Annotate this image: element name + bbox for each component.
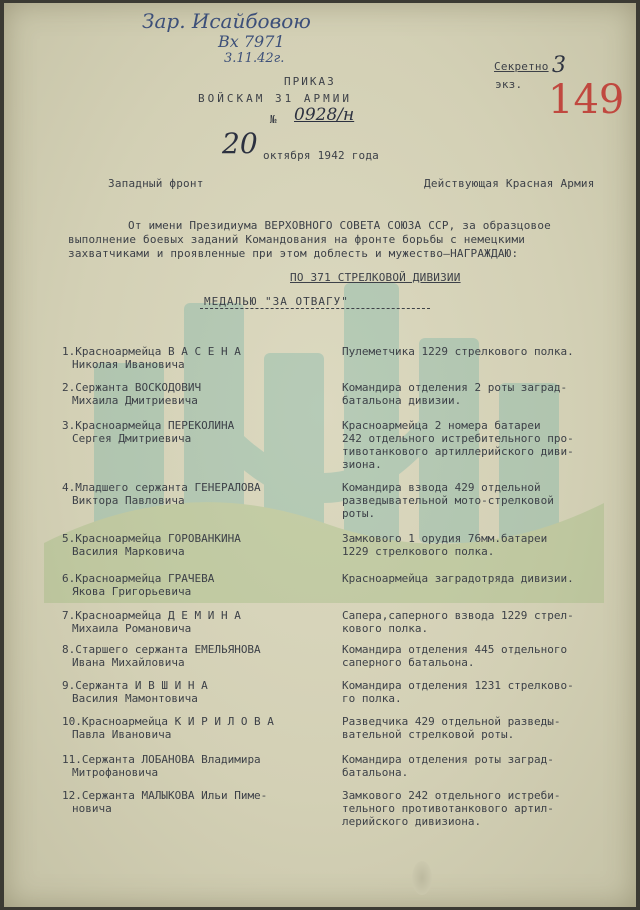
recipient-role-line: саперного батальона. — [342, 656, 475, 669]
recipient-role — [342, 345, 632, 358]
recipient-name — [62, 753, 330, 779]
entry-number: 9. — [62, 679, 76, 692]
recipient-name-line: Павла Ивановича — [72, 728, 172, 741]
recipient-role-line: тивотанкового артиллерийского диви- — [342, 445, 574, 458]
recipient-role-line: Командира отделения 445 отдельного — [342, 643, 568, 656]
recipient-name-line: Сержанта ЛОБАНОВА Владимира — [81, 753, 261, 766]
recipient-role — [342, 419, 632, 471]
entry-number: 1. — [62, 345, 76, 358]
preamble-line-1: От имени Президиума ВЕРХОВНОГО СОВЕТА СОЮЗА ССР, за образцовое — [128, 219, 551, 232]
entry-number: 3. — [62, 419, 76, 432]
recipient-name-line: Николая Ивановича — [72, 358, 185, 371]
order-date: октября 1942 года — [263, 149, 379, 162]
army-title: ВОЙСКАМ 31 АРМИИ — [198, 92, 352, 105]
recipient-role — [342, 381, 632, 407]
medal-underline — [200, 307, 430, 309]
recipient-name — [62, 789, 330, 815]
recipient-name-line: Младшего сержанта ГЕНЕРАЛОВА — [75, 481, 261, 494]
recipient-name — [62, 532, 330, 558]
order-number: 0928/н — [294, 105, 355, 125]
recipient-role — [342, 609, 632, 635]
entry-number: 10. — [62, 715, 82, 728]
recipient-role-line: Сапера,саперного взвода 1229 стрел- — [342, 609, 574, 622]
recipient-role-line: разведывательной мото-стрелковой — [342, 494, 554, 507]
recipient-role-line: тельного противотанкового артил- — [342, 802, 554, 815]
medal-heading: МЕДАЛЬЮ "ЗА ОТВАГУ" — [204, 295, 349, 308]
recipient-role-line: Разведчика 429 отдельной разведы- — [342, 715, 561, 728]
recipient-role — [342, 789, 632, 828]
recipient-name — [62, 572, 330, 598]
recipient-name-line: Красноармейца ГРАЧЕВА — [75, 572, 215, 585]
front-name: Западный фронт — [108, 177, 204, 190]
recipient-name-line: Красноармейца К И Р И Л О В А — [81, 715, 274, 728]
recipient-role — [342, 481, 632, 520]
recipient-role — [342, 679, 632, 705]
recipient-role-line: Командира взвода 429 отдельной — [342, 481, 541, 494]
recipient-name-line: Василия Марковича — [72, 545, 185, 558]
recipient-role-line: батальона. — [342, 766, 409, 779]
sheet-number: 149 — [548, 77, 625, 123]
recipient-name-line: Сержанта И В Ш И Н А — [75, 679, 208, 692]
recipient-name-line: Михаила Дмитриевича — [72, 394, 198, 407]
note-line-2: Вх 7971 — [218, 32, 285, 51]
entry-number: 8. — [62, 643, 76, 656]
recipient-name-line: Ивана Михайловича — [72, 656, 185, 669]
entry-number: 11. — [62, 753, 82, 766]
preamble-line-3: захватчиками и проявленные при этом доблесть и мужество–НАГРАЖДАЮ: — [68, 247, 519, 260]
note-line-1: Зар. Исайбовою — [142, 9, 311, 33]
recipient-name-line: Якова Григорьевича — [72, 585, 192, 598]
secrecy-label: Секретно — [494, 60, 549, 73]
recipient-name — [62, 715, 330, 741]
recipient-role-line: Замкового 242 отдельного истреби- — [342, 789, 561, 802]
recipient-role — [342, 753, 632, 779]
recipient-role-line: Командира отделения 2 роты заград- — [342, 381, 568, 394]
recipient-name-line: Виктора Павловича — [72, 494, 185, 507]
recipient-name-line: Сержанта МАЛЫКОВА Ильи Пиме- — [81, 789, 268, 802]
recipient-role-line: кового полка. — [342, 622, 429, 635]
recipient-role-line: Красноармейца заградотряда дивизии. — [342, 572, 574, 585]
document-page — [4, 3, 636, 907]
recipient-name-line: Красноармейца ГОРОВАНКИНА — [75, 532, 241, 545]
preamble-line-2: выполнение боевых заданий Командования на фронте борьбы с немецкими — [68, 233, 526, 246]
order-day: 20 — [222, 127, 258, 160]
recipient-role — [342, 643, 632, 669]
handwritten-registration-note — [142, 9, 311, 67]
entry-number: 5. — [62, 532, 76, 545]
recipient-name-line: Митрофановича — [72, 766, 159, 779]
recipient-role-line: роты. — [342, 507, 376, 520]
recipient-name-line: Красноармейца ПЕРЕКОЛИНА — [75, 419, 235, 432]
order-title: ПРИКАЗ — [284, 75, 336, 88]
note-line-3: 3.11.42г. — [224, 51, 285, 66]
recipient-name — [62, 679, 330, 705]
recipient-role-line: вательной стрелковой роты. — [342, 728, 515, 741]
recipient-role-line: зиона. — [342, 458, 382, 471]
division-heading: ПО 371 СТРЕЛКОВОЙ ДИВИЗИИ — [290, 271, 461, 284]
recipient-role-line: Пулеметчика 1229 стрелкового полка. — [342, 345, 574, 358]
recipient-name — [62, 345, 330, 371]
recipient-name-line: Михаила Романовича — [72, 622, 192, 635]
recipient-name — [62, 481, 330, 507]
recipient-name — [62, 643, 330, 669]
recipient-name-line: Красноармейца В А С Е Н А — [75, 345, 241, 358]
recipient-role-line: лерийского дивизиона. — [342, 815, 482, 828]
recipient-role-line: Командира отделения 1231 стрелково- — [342, 679, 574, 692]
punch-hole — [412, 861, 432, 895]
recipient-role-line: Красноармейца 2 номера батареи — [342, 419, 541, 432]
entry-number: 6. — [62, 572, 76, 585]
recipient-role — [342, 572, 632, 585]
recipient-name-line: Сержанта ВОСКОДОВИЧ — [75, 381, 202, 394]
entry-number: 4. — [62, 481, 76, 494]
recipient-name-line: Старшего сержанта ЕМЕЛЬЯНОВА — [75, 643, 261, 656]
recipient-role — [342, 532, 632, 558]
recipient-role-line: 242 отдельного истребительного про- — [342, 432, 574, 445]
recipient-role-line: го полка. — [342, 692, 402, 705]
entry-number: 7. — [62, 609, 76, 622]
number-prefix: № — [270, 113, 277, 126]
recipient-role — [342, 715, 632, 741]
recipient-name-line: новича — [72, 802, 112, 815]
recipient-name-line: Красноармейца Д Е М И Н А — [75, 609, 241, 622]
recipient-role-line: Замкового 1 орудия 76мм.батареи — [342, 532, 548, 545]
recipient-name-line: Василия Мамонтовича — [72, 692, 198, 705]
recipient-name — [62, 381, 330, 407]
copy-number: 3 — [552, 53, 566, 78]
recipient-name-line: Сергея Дмитриевича — [72, 432, 192, 445]
army-type: Действующая Красная Армия — [424, 177, 595, 190]
recipient-role-line: 1229 стрелкового полка. — [342, 545, 495, 558]
recipient-name — [62, 419, 330, 445]
copy-label: экз. — [495, 78, 523, 91]
recipient-role-line: батальона дивизии. — [342, 394, 462, 407]
entry-number: 2. — [62, 381, 76, 394]
entry-number: 12. — [62, 789, 82, 802]
recipient-name — [62, 609, 330, 635]
recipient-role-line: Командира отделения роты заград- — [342, 753, 554, 766]
